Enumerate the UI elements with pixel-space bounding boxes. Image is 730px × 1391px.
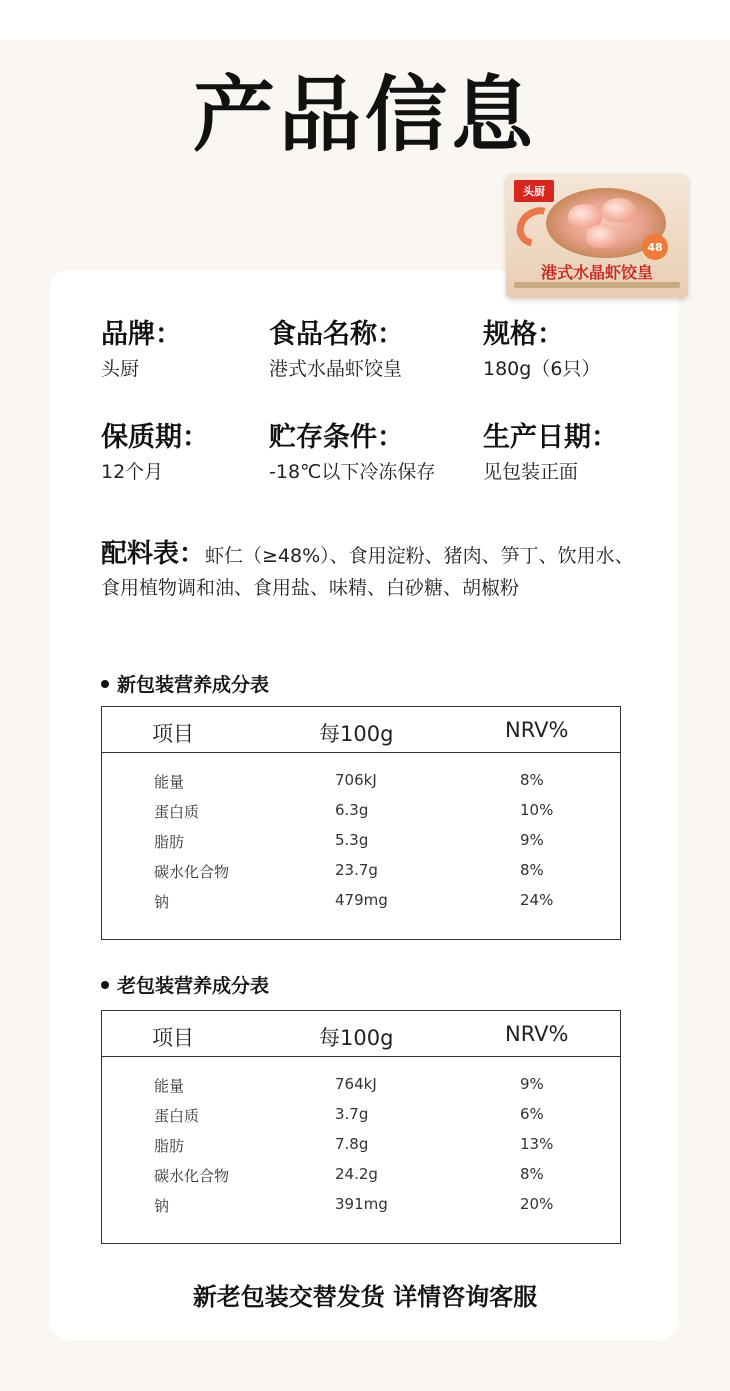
old-nutrition-table <box>101 1010 621 1244</box>
table-row <box>102 1165 620 1195</box>
shelf-life-value: 12个月 <box>101 461 164 483</box>
package-fineprint <box>514 282 680 288</box>
spec-label: 规格： <box>483 319 564 350</box>
nutrient-nrv: 6% <box>520 1105 544 1123</box>
new-nutrition-table <box>101 706 621 940</box>
nutrient-amount: 3.7g <box>335 1105 369 1123</box>
nutrient-name: 碳水化合物 <box>154 863 230 881</box>
table-row <box>102 1105 620 1135</box>
header-nrv: NRV% <box>505 1022 569 1046</box>
old-table-title <box>101 971 269 998</box>
food-name-value: 港式水晶虾饺皇 <box>269 358 403 380</box>
brand-logo: 头厨 <box>514 180 554 202</box>
nutrient-amount: 479mg <box>335 891 388 909</box>
table-row <box>102 801 620 831</box>
product-package-image <box>506 174 688 298</box>
nutrient-nrv: 8% <box>520 1165 544 1183</box>
old-table-title-text: 老包装营养成分表 <box>117 975 270 997</box>
footer-note: 新老包装交替发货 详情咨询客服 <box>192 1283 538 1311</box>
nutrient-name: 脂肪 <box>154 1137 185 1155</box>
nutrient-nrv: 20% <box>520 1195 554 1213</box>
page-title: 产品信息 <box>192 68 537 163</box>
nutrient-amount: 23.7g <box>335 861 378 879</box>
table-row <box>102 891 620 921</box>
nutrient-nrv: 8% <box>520 861 544 879</box>
table-row <box>102 1135 620 1165</box>
table-row <box>102 771 620 801</box>
nutrient-name: 碳水化合物 <box>154 1167 230 1185</box>
dumpling-graphic <box>602 198 636 222</box>
storage-value: -18℃以下冷冻保存 <box>269 461 436 483</box>
nutrient-name: 钠 <box>154 893 170 911</box>
nutrient-nrv: 24% <box>520 891 554 909</box>
table-header <box>102 1011 620 1057</box>
package-product-name: 港式水晶虾饺皇 <box>540 263 653 282</box>
table-row <box>102 831 620 861</box>
nutrient-amount: 764kJ <box>335 1075 377 1093</box>
new-table-title <box>101 670 269 697</box>
nutrient-nrv: 9% <box>520 1075 544 1093</box>
ingredients-label: 配料表： <box>101 539 206 569</box>
nutrient-name: 能量 <box>154 1077 185 1095</box>
table-row <box>102 1075 620 1105</box>
nutrient-amount: 391mg <box>335 1195 388 1213</box>
header-per-100g: 每100g <box>319 722 394 746</box>
nutrient-nrv: 13% <box>520 1135 554 1153</box>
brand-value: 头厨 <box>101 358 140 380</box>
shelf-life-label: 保质期： <box>101 422 209 453</box>
nutrient-amount: 7.8g <box>335 1135 369 1153</box>
table-row <box>102 861 620 891</box>
header-nrv: NRV% <box>505 718 569 742</box>
nutrient-nrv: 10% <box>520 801 554 819</box>
nutrient-name: 蛋白质 <box>154 803 200 821</box>
production-date-label: 生产日期： <box>483 422 618 453</box>
header-item: 项目 <box>152 1026 194 1050</box>
storage-label: 贮存条件： <box>269 422 404 453</box>
nutrient-amount: 706kJ <box>335 771 377 789</box>
bullet-dot <box>101 680 109 688</box>
table-header <box>102 707 620 753</box>
table-row <box>102 1195 620 1225</box>
nutrient-name: 蛋白质 <box>154 1107 200 1125</box>
nutrient-amount: 24.2g <box>335 1165 378 1183</box>
nutrient-amount: 5.3g <box>335 831 369 849</box>
spec-value: 180g（6只） <box>483 358 601 380</box>
nutrient-name: 脂肪 <box>154 833 185 851</box>
bullet-dot <box>101 981 109 989</box>
nutrient-name: 钠 <box>154 1197 170 1215</box>
production-date-value: 见包装正面 <box>483 461 579 483</box>
header-per-100g: 每100g <box>319 1026 394 1050</box>
percentage-badge: 48 <box>642 234 668 260</box>
nutrient-nrv: 8% <box>520 771 544 789</box>
header-item: 项目 <box>152 722 194 746</box>
nutrient-name: 能量 <box>154 773 185 791</box>
ingredients-text: 虾仁（≥48%）、食用淀粉、猪肉、笋丁、饮用水、食用植物调和油、食用盐、味精、白砂糖、胡椒粉 <box>101 545 634 599</box>
dumpling-graphic <box>586 224 620 248</box>
food-name-label: 食品名称： <box>269 319 404 350</box>
ingredients <box>101 538 641 604</box>
nutrient-nrv: 9% <box>520 831 544 849</box>
brand-label: 品牌： <box>101 319 182 350</box>
nutrient-amount: 6.3g <box>335 801 369 819</box>
new-table-title-text: 新包装营养成分表 <box>117 674 270 696</box>
